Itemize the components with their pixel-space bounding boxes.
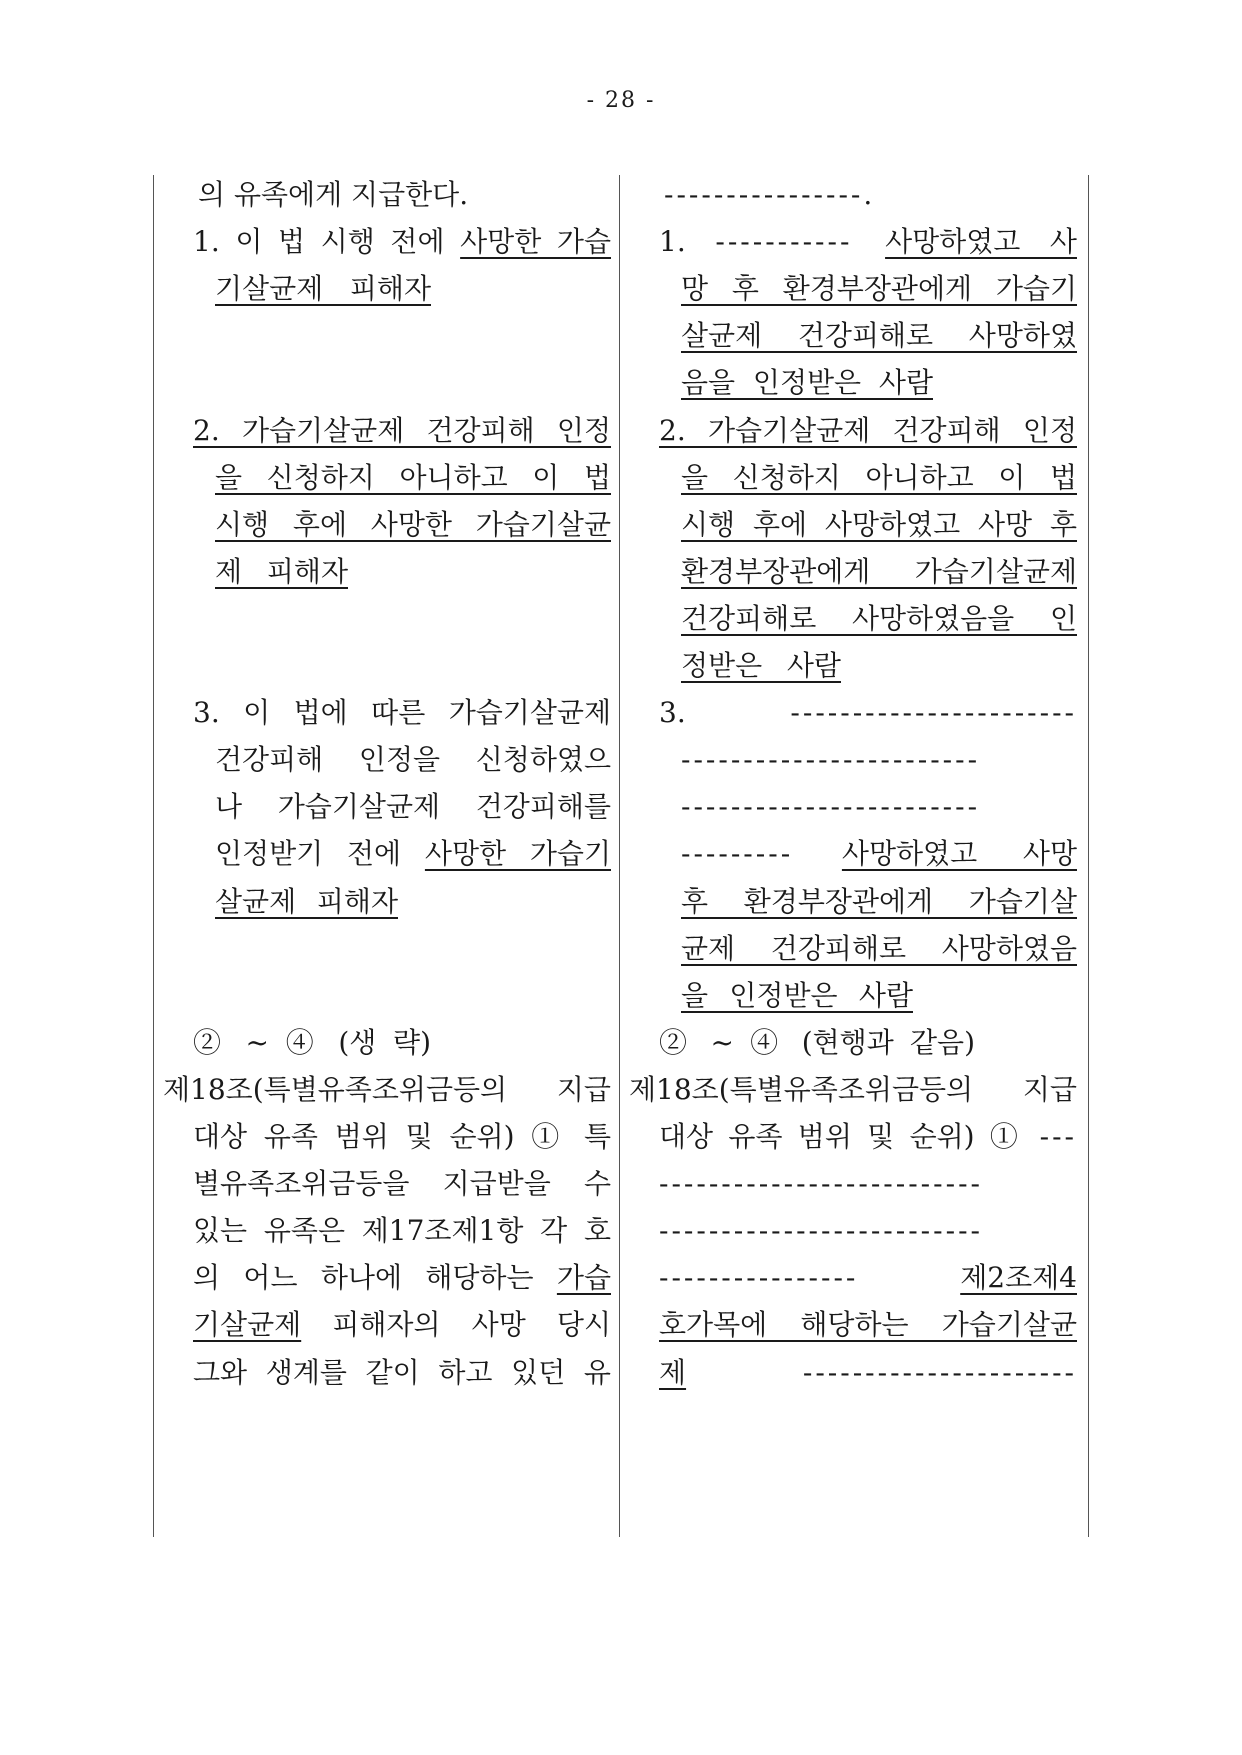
line-text: 건강피해 인정을 신청하였으: [215, 743, 611, 777]
right-line: [659, 1353, 1077, 1393]
underlined-text: 후 환경부장관에게 가습기살: [681, 884, 1077, 918]
underlined-text: 정받은 사람: [681, 649, 841, 682]
line-text: 1. 이 법 시행 전에: [193, 225, 461, 259]
right-line: [681, 882, 1077, 922]
underlined-text: 2. 가습기살균제 건강피해 인정: [659, 413, 1077, 447]
left-line: [193, 1353, 611, 1393]
underlined-text: 제2조제4: [960, 1261, 1077, 1295]
left-line: [215, 505, 611, 545]
underlined-text: 기살균제: [193, 1308, 302, 1342]
unchanged-dash-marker: ----------------: [659, 1261, 961, 1295]
right-line: [681, 316, 1077, 356]
unchanged-dash-marker: --------------------------: [659, 1167, 983, 1201]
left-line: [193, 411, 611, 451]
unchanged-dash-marker: ----------------------: [686, 1355, 1077, 1389]
left-line: [193, 222, 611, 262]
right-line: [664, 175, 926, 215]
line-text: 대상 유족 범위 및 순위) ① 특: [193, 1120, 611, 1153]
unchanged-dash-marker: --------------------------: [659, 1214, 983, 1248]
line-text: 1.: [659, 225, 716, 259]
line-text: 의 유족에게 지급한다.: [198, 178, 469, 211]
underlined-text: 시행 후에 사망하였고 사망 후: [681, 507, 1077, 541]
left-line: [193, 1305, 611, 1345]
right-line: [659, 1023, 975, 1063]
right-line: [659, 1164, 1077, 1204]
left-line: [198, 175, 498, 215]
right-line: [659, 222, 1077, 262]
left-line: [215, 834, 611, 874]
left-line: [215, 740, 611, 780]
right-line: [659, 1211, 1077, 1251]
underlined-text: 살균제 피해자: [215, 884, 398, 918]
right-line: [681, 599, 1077, 639]
right-line: [659, 1305, 1077, 1345]
line-text: 3. 이 법에 따른 가습기살균제: [193, 696, 611, 730]
left-line: [163, 1070, 611, 1110]
line-text: 의 어느 하나에 해당하는: [193, 1261, 557, 1295]
underlined-text: 시행 후에 사망한 가습기살균: [215, 507, 611, 541]
unchanged-dash-marker: ----------------.: [664, 178, 876, 211]
underlined-text: 망 후 환경부장관에게 가습기: [681, 272, 1077, 306]
unchanged-dash-marker: ---: [1039, 1120, 1077, 1153]
unchanged-dash-marker: ------------------------: [681, 790, 981, 824]
page-number: - 28 -: [586, 88, 656, 113]
right-line: [681, 269, 1077, 309]
right-line: [659, 1117, 1077, 1157]
line-text: ② ~ ④ (생 략): [193, 1025, 431, 1059]
left-line: [215, 552, 348, 592]
column-divider: [619, 175, 620, 1537]
underlined-text: 사망한 가습기: [424, 837, 611, 871]
left-line: [193, 1211, 611, 1251]
right-line: [681, 976, 913, 1016]
line-text: 피해자의 사망 당시: [301, 1308, 611, 1342]
left-line: [193, 1164, 611, 1204]
left-line: [215, 269, 431, 309]
left-line: [215, 882, 398, 922]
underlined-text: 살균제 건강피해로 사망하였: [681, 319, 1077, 353]
right-line: [659, 693, 1077, 733]
unchanged-dash-marker: -----------------------: [790, 696, 1077, 730]
underlined-text: 제 피해자: [215, 554, 348, 588]
underlined-text: 사망하였고 사망: [841, 837, 1077, 871]
underlined-text: 음을 인정받은 사람: [681, 366, 933, 400]
underlined-text: 사망하였고 사: [885, 225, 1077, 259]
underlined-text: 균제 건강피해로 사망하였음: [681, 931, 1077, 965]
right-line: [681, 505, 1077, 545]
line-text: 그와 생계를 같이 하고 있던 유: [193, 1355, 611, 1389]
right-line: [629, 1070, 1077, 1110]
line-text: ② ~ ④ (현행과 같음): [659, 1025, 975, 1059]
underlined-text: 을 신청하지 아니하고 이 법: [215, 460, 611, 494]
line-text: 대상 유족 범위 및 순위) ①: [659, 1120, 1040, 1153]
left-line: [215, 458, 611, 498]
right-line: [681, 740, 1077, 780]
line-text: 있는 유족은 제17조제1항 각 호: [193, 1214, 611, 1248]
underlined-text: 을 인정받은 사람: [681, 978, 913, 1012]
left-line: [193, 1023, 431, 1063]
unchanged-dash-marker: ------------------------: [681, 743, 981, 777]
underlined-text: 제: [659, 1355, 687, 1389]
underlined-text: 을 신청하지 아니하고 이 법: [681, 460, 1077, 494]
left-line: [215, 787, 611, 827]
left-line: [193, 693, 611, 733]
right-line: [681, 834, 1077, 874]
line-text: 인정받기 전에: [215, 837, 425, 871]
underlined-text: 사망한 가습: [460, 225, 611, 259]
underlined-text: 가습: [556, 1261, 611, 1295]
right-line: [659, 1258, 1077, 1298]
unchanged-dash-marker: -----------: [715, 225, 886, 259]
line-text: 제18조(특별유족조위금등의 지급: [163, 1072, 611, 1106]
line-text: 나 가습기살균제 건강피해를: [215, 790, 611, 824]
right-line: [681, 646, 841, 686]
underlined-text: 건강피해로 사망하였음을 인: [681, 601, 1077, 635]
unchanged-dash-marker: ---------: [681, 837, 842, 871]
underlined-text: 호가목에 해당하는 가습기살균: [659, 1308, 1077, 1342]
right-line: [659, 411, 1077, 451]
left-line: [193, 1258, 611, 1298]
line-text: 3.: [659, 696, 791, 730]
underlined-text: 기살균제 피해자: [215, 272, 431, 306]
underlined-text: 환경부장관에게 가습기살균제: [681, 554, 1077, 588]
right-line: [681, 458, 1077, 498]
right-line: [681, 363, 933, 403]
left-line: [193, 1117, 611, 1157]
right-line: [681, 787, 1077, 827]
right-line: [681, 929, 1077, 969]
underlined-text: 2. 가습기살균제 건강피해 인정: [193, 413, 611, 447]
right-line: [681, 552, 1077, 592]
line-text: 제18조(특별유족조위금등의 지급: [629, 1072, 1077, 1106]
line-text: 별유족조위금등을 지급받을 수: [193, 1167, 611, 1201]
